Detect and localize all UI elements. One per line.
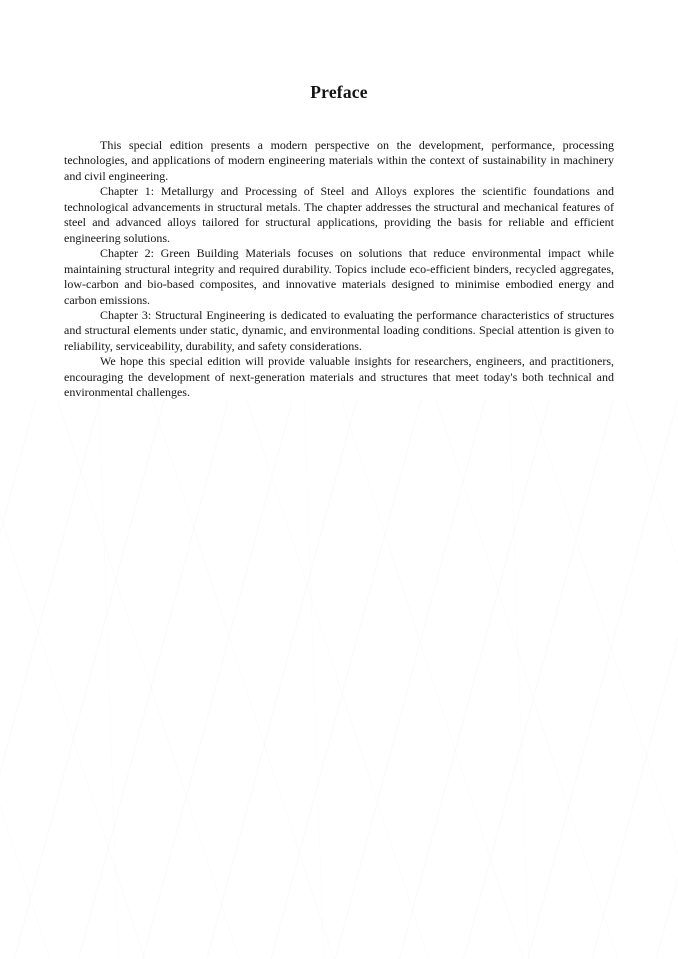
preface-body [64, 138, 614, 401]
scan-texture [0, 400, 678, 959]
paragraph-closing: We hope this special edition will provide valuable insights for researchers, engineers, and practitioners, encouraging the development of next-generation materials and structures that meet today's both technical and environmental challenges. [64, 354, 614, 400]
paragraph-chapter-1: Chapter 1: Metallurgy and Processing of Steel and Alloys explores the scientific foundations and technological advancements in structural metals. The chapter addresses the structural and mechanical features of steel and advanced alloys tailored for structural applications, providing the basis for reliable and efficient engineering solutions. [64, 184, 614, 245]
paragraph-chapter-3: Chapter 3: Structural Engineering is dedicated to evaluating the performance characteristics of structures and structural elements under static, dynamic, and environmental loading conditions. Special attention is given to reliability, serviceability, durability, and safety considerations. [64, 307, 614, 353]
paragraph-intro: This special edition presents a modern perspective on the development, performance, processing technologies, and applications of modern engineering materials within the context of sustainability in machinery and civil engineering. [64, 138, 614, 183]
page-title: Preface [310, 82, 368, 102]
paragraph-chapter-2: Chapter 2: Green Building Materials focuses on solutions that reduce environmental impact while maintaining structural integrity and required durability. Topics include eco-efficient binders, recycled aggregates, low-carbon and bio-based composites, and innovative materials designed to minimise embodied energy and carbon emissions. [64, 246, 614, 307]
